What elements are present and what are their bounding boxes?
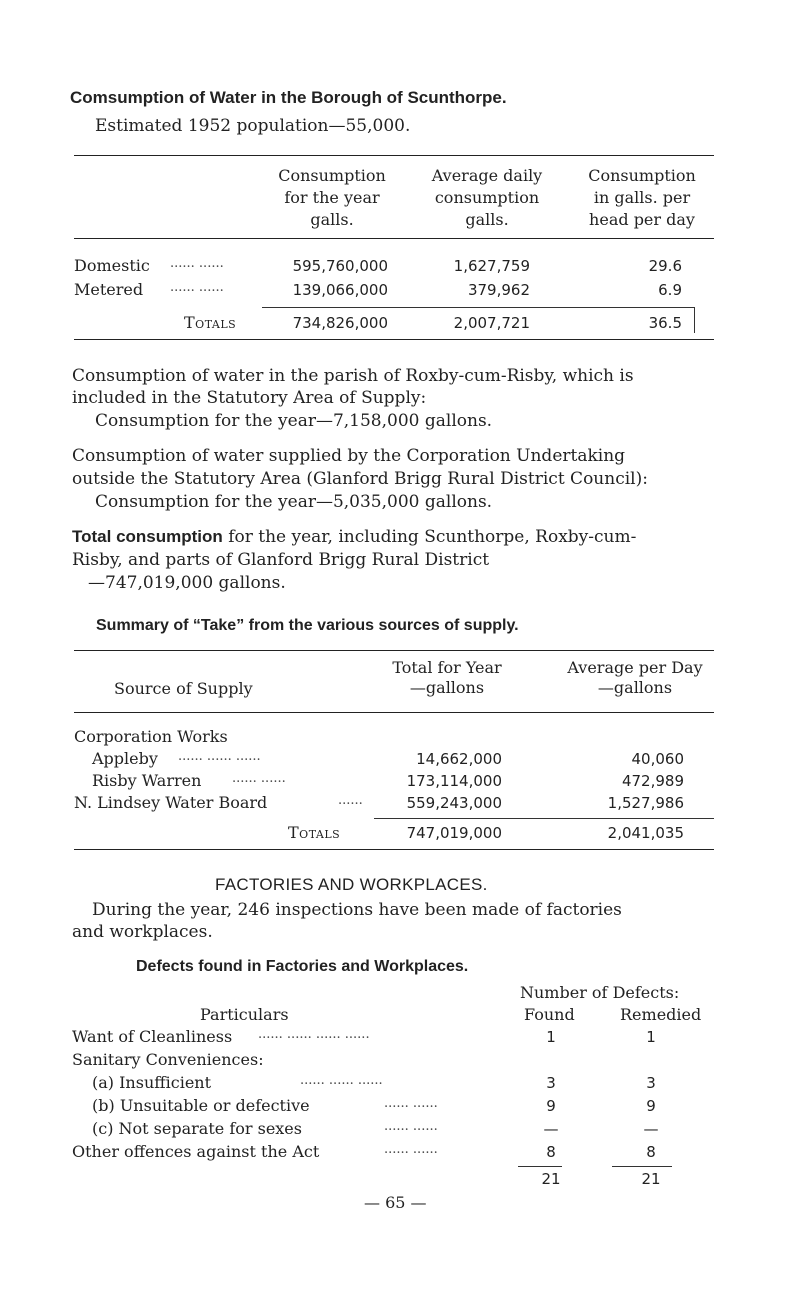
- header-line: consumption: [434, 188, 540, 207]
- table-row-label: (c) Not separate for sexes: [92, 1119, 302, 1138]
- cell-remedied: 1: [646, 1028, 656, 1046]
- cell-found: —: [543, 1120, 559, 1138]
- table-row-label: N. Lindsey Water Board: [74, 793, 268, 812]
- take-bottom-rule: [74, 849, 714, 850]
- cell-avg: 1,527,986: [607, 794, 684, 812]
- page-title: Comsumption of Water in the Borough of Scunthorpe.: [70, 88, 507, 107]
- cell-found: 9: [546, 1097, 556, 1115]
- cell-total: 559,243,000: [406, 794, 502, 812]
- total-year: 734,826,000: [292, 314, 388, 332]
- cell-year: 595,760,000: [292, 257, 388, 275]
- cell-avg: 40,060: [631, 750, 684, 768]
- total-avg: 2,041,035: [607, 824, 684, 842]
- cell-daily: 379,962: [467, 281, 530, 299]
- col-group-header: Number of Defects:: [520, 983, 680, 1002]
- header-line: Total for Year: [392, 658, 502, 677]
- total-daily: 2,007,721: [453, 314, 530, 332]
- cell-head: 6.9: [658, 281, 682, 299]
- header-line: —gallons: [409, 678, 485, 697]
- table-row-label: Other offences against the Act: [72, 1142, 320, 1161]
- total-line-1: [72, 527, 636, 547]
- cell-remedied: 9: [646, 1097, 656, 1115]
- header-line: Consumption: [278, 166, 386, 185]
- population-line: Estimated 1952 population—55,000.: [95, 116, 411, 136]
- total-rest: for the year, including Scunthorpe, Roxby-cum-: [222, 527, 637, 547]
- take-heading: Summary of “Take” from the various sources of supply.: [96, 617, 519, 634]
- leader-dots: ...... ......: [384, 1119, 438, 1134]
- group-label: Corporation Works: [74, 727, 228, 746]
- defects-heading: Defects found in Factories and Workplaces.: [136, 958, 469, 975]
- cell-remedied: 3: [646, 1074, 656, 1092]
- header-line: Average per Day: [567, 658, 703, 677]
- roxby-line-2: included in the Statutory Area of Supply:: [72, 388, 427, 408]
- total-remedied: 21: [641, 1170, 661, 1188]
- leader-dots: ...... ...... ......: [300, 1073, 383, 1088]
- header-line: Consumption: [588, 166, 696, 185]
- leader-dots: ...... ...... ...... ......: [258, 1027, 370, 1042]
- totals-rule: [262, 307, 694, 308]
- outside-line-2: outside the Statutory Area (Glanford Brigg Rural District Council):: [72, 469, 648, 489]
- take-top-rule: [74, 650, 714, 651]
- col-header-head: [568, 165, 716, 231]
- roxby-line-1: Consumption of water in the parish of Roxby-cum-Risby, which is: [72, 366, 634, 386]
- header-line: for the year: [284, 188, 380, 207]
- table-row-label: (b) Unsuitable or defective: [92, 1096, 310, 1115]
- table-row-label: Sanitary Conveniences:: [72, 1050, 264, 1069]
- total-line-2: Risby, and parts of Glanford Brigg Rural District: [72, 550, 490, 570]
- cell-total: 173,114,000: [406, 772, 502, 790]
- table-row-label: Domestic: [74, 256, 150, 275]
- col-header-year: [262, 165, 402, 231]
- cell-avg: 472,989: [621, 772, 684, 790]
- leader-dots: ...... ......: [170, 280, 224, 295]
- cell-found: 8: [546, 1143, 556, 1161]
- totals-label: Totals: [288, 823, 341, 842]
- col-remedied: Remedied: [620, 1005, 702, 1024]
- roxby-line-3: Consumption for the year—7,158,000 gallons.: [95, 411, 493, 431]
- factories-intro-2: and workplaces.: [72, 922, 213, 942]
- header-source: Source of Supply: [114, 679, 253, 698]
- leader-dots: ...... ......: [384, 1096, 438, 1111]
- leader-dots: ...... ......: [384, 1142, 438, 1157]
- outside-line-1: Consumption of water supplied by the Corporation Undertaking: [72, 446, 626, 466]
- col-particulars: Particulars: [200, 1005, 289, 1024]
- cell-daily: 1,627,759: [453, 257, 530, 275]
- leader-dots: ......: [338, 793, 363, 808]
- total-found: 21: [541, 1170, 561, 1188]
- table-row-label: (a) Insufficient: [92, 1073, 212, 1092]
- cell-found: 3: [546, 1074, 556, 1092]
- col-header-daily: [412, 165, 562, 231]
- leader-dots: ...... ......: [170, 256, 224, 271]
- cell-remedied: 8: [646, 1143, 656, 1161]
- factories-heading: FACTORIES AND WORKPLACES.: [215, 875, 488, 894]
- total-head: 36.5: [648, 314, 682, 332]
- totals-label: Totals: [184, 313, 237, 332]
- found-total-rule: [518, 1166, 562, 1167]
- table-header-rule: [74, 238, 714, 239]
- leader-dots: ...... ......: [232, 771, 286, 786]
- page-number: — 65 —: [364, 1193, 427, 1212]
- factories-intro-1: During the year, 246 inspections have been made of factories: [92, 900, 622, 920]
- header-line: galls.: [465, 210, 509, 229]
- take-totals-rule: [374, 818, 714, 819]
- remedied-total-rule: [612, 1166, 672, 1167]
- total-total: 747,019,000: [406, 824, 502, 842]
- header-total: [372, 658, 522, 698]
- cell-total: 14,662,000: [416, 750, 502, 768]
- table-row-label: Appleby: [92, 749, 158, 768]
- take-header-rule: [74, 712, 714, 713]
- cell-remedied: —: [643, 1120, 659, 1138]
- header-line: Average daily: [431, 166, 543, 185]
- table-bottom-rule: [74, 339, 714, 340]
- table-top-rule: [74, 155, 714, 156]
- table-row-label: Metered: [74, 280, 144, 299]
- total-line-3: —747,019,000 gallons.: [88, 573, 286, 593]
- cell-found: 1: [546, 1028, 556, 1046]
- header-line: —gallons: [597, 678, 673, 697]
- leader-dots: ...... ...... ......: [178, 749, 261, 764]
- col-found: Found: [524, 1005, 575, 1024]
- table-row-label: Want of Cleanliness: [72, 1027, 233, 1046]
- total-bold: Total consumption: [72, 527, 223, 546]
- cell-head: 29.6: [648, 257, 682, 275]
- totals-vline: [694, 307, 695, 333]
- header-line: head per day: [589, 210, 695, 229]
- header-average: [560, 658, 710, 698]
- header-line: galls.: [310, 210, 354, 229]
- cell-year: 139,066,000: [292, 281, 388, 299]
- table-row-label: Risby Warren: [92, 771, 202, 790]
- header-line: in galls. per: [593, 188, 691, 207]
- outside-line-3: Consumption for the year—5,035,000 gallons.: [95, 492, 493, 512]
